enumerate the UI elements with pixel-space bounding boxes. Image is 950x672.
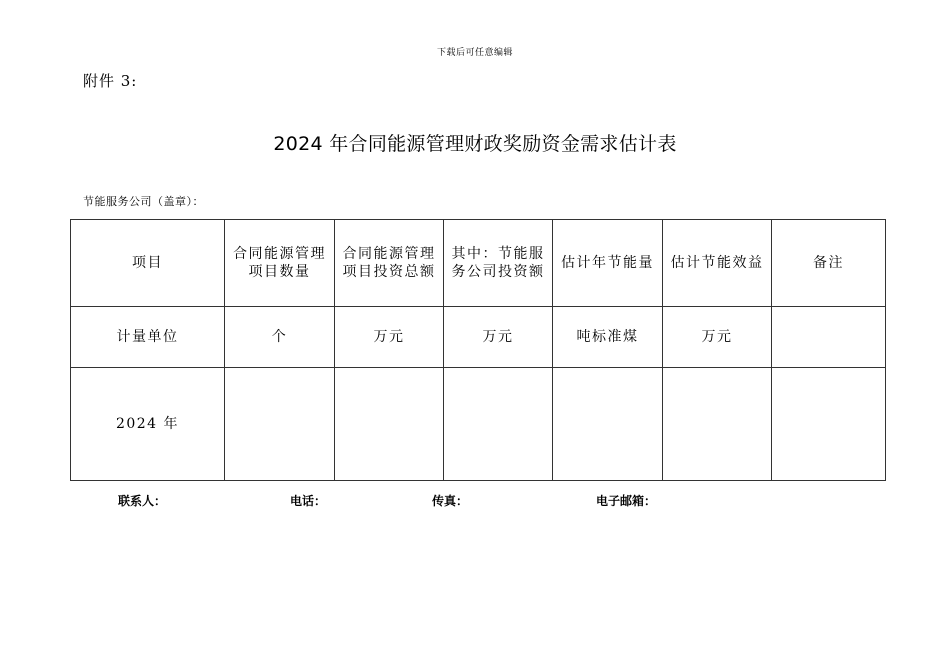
header-cell-total-investment: 合同能源管理项目投资总额 xyxy=(335,220,444,307)
unit-cell-total-investment: 万元 xyxy=(335,307,444,367)
year-cell-project-count xyxy=(225,367,335,480)
footer-contact-label: 联系人： xyxy=(118,494,167,508)
footer-fax-label: 传真： xyxy=(432,494,469,508)
year-cell-annual-energy-saving xyxy=(553,367,663,480)
attachment-label: 附件 3: xyxy=(83,72,138,90)
document-title: 2024 年合同能源管理财政奖励资金需求估计表 xyxy=(273,133,677,155)
unit-cell-annual-energy-saving: 吨标准煤 xyxy=(553,307,663,367)
unit-cell-label: 计量单位 xyxy=(71,307,225,367)
unit-cell-remarks xyxy=(772,307,886,367)
table-unit-row xyxy=(71,307,886,367)
footer-phone-label: 电话： xyxy=(290,494,327,508)
table-year-row xyxy=(71,367,886,480)
year-cell-company-investment xyxy=(444,367,553,480)
footer-email-label: 电子邮箱： xyxy=(596,494,657,508)
table-header-row xyxy=(71,220,886,307)
year-cell-label: 2024 年 xyxy=(71,367,225,480)
header-cell-item: 项目 xyxy=(71,220,225,307)
header-cell-saving-benefit: 估计节能效益 xyxy=(663,220,772,307)
header-cell-company-investment: 其中：节能服务公司投资额 xyxy=(444,220,553,307)
unit-cell-project-count: 个 xyxy=(225,307,335,367)
year-cell-total-investment xyxy=(335,367,444,480)
unit-cell-company-investment: 万元 xyxy=(444,307,553,367)
header-cell-annual-energy-saving: 估计年节能量 xyxy=(553,220,663,307)
header-note: 下载后可任意编辑 xyxy=(436,48,513,58)
estimate-table xyxy=(70,219,886,481)
year-cell-saving-benefit xyxy=(663,367,772,480)
unit-cell-saving-benefit: 万元 xyxy=(663,307,772,367)
header-cell-remarks: 备注 xyxy=(772,220,886,307)
year-cell-remarks xyxy=(772,367,886,480)
header-cell-project-count: 合同能源管理项目数量 xyxy=(225,220,335,307)
company-label: 节能服务公司（盖章）： xyxy=(83,195,204,208)
